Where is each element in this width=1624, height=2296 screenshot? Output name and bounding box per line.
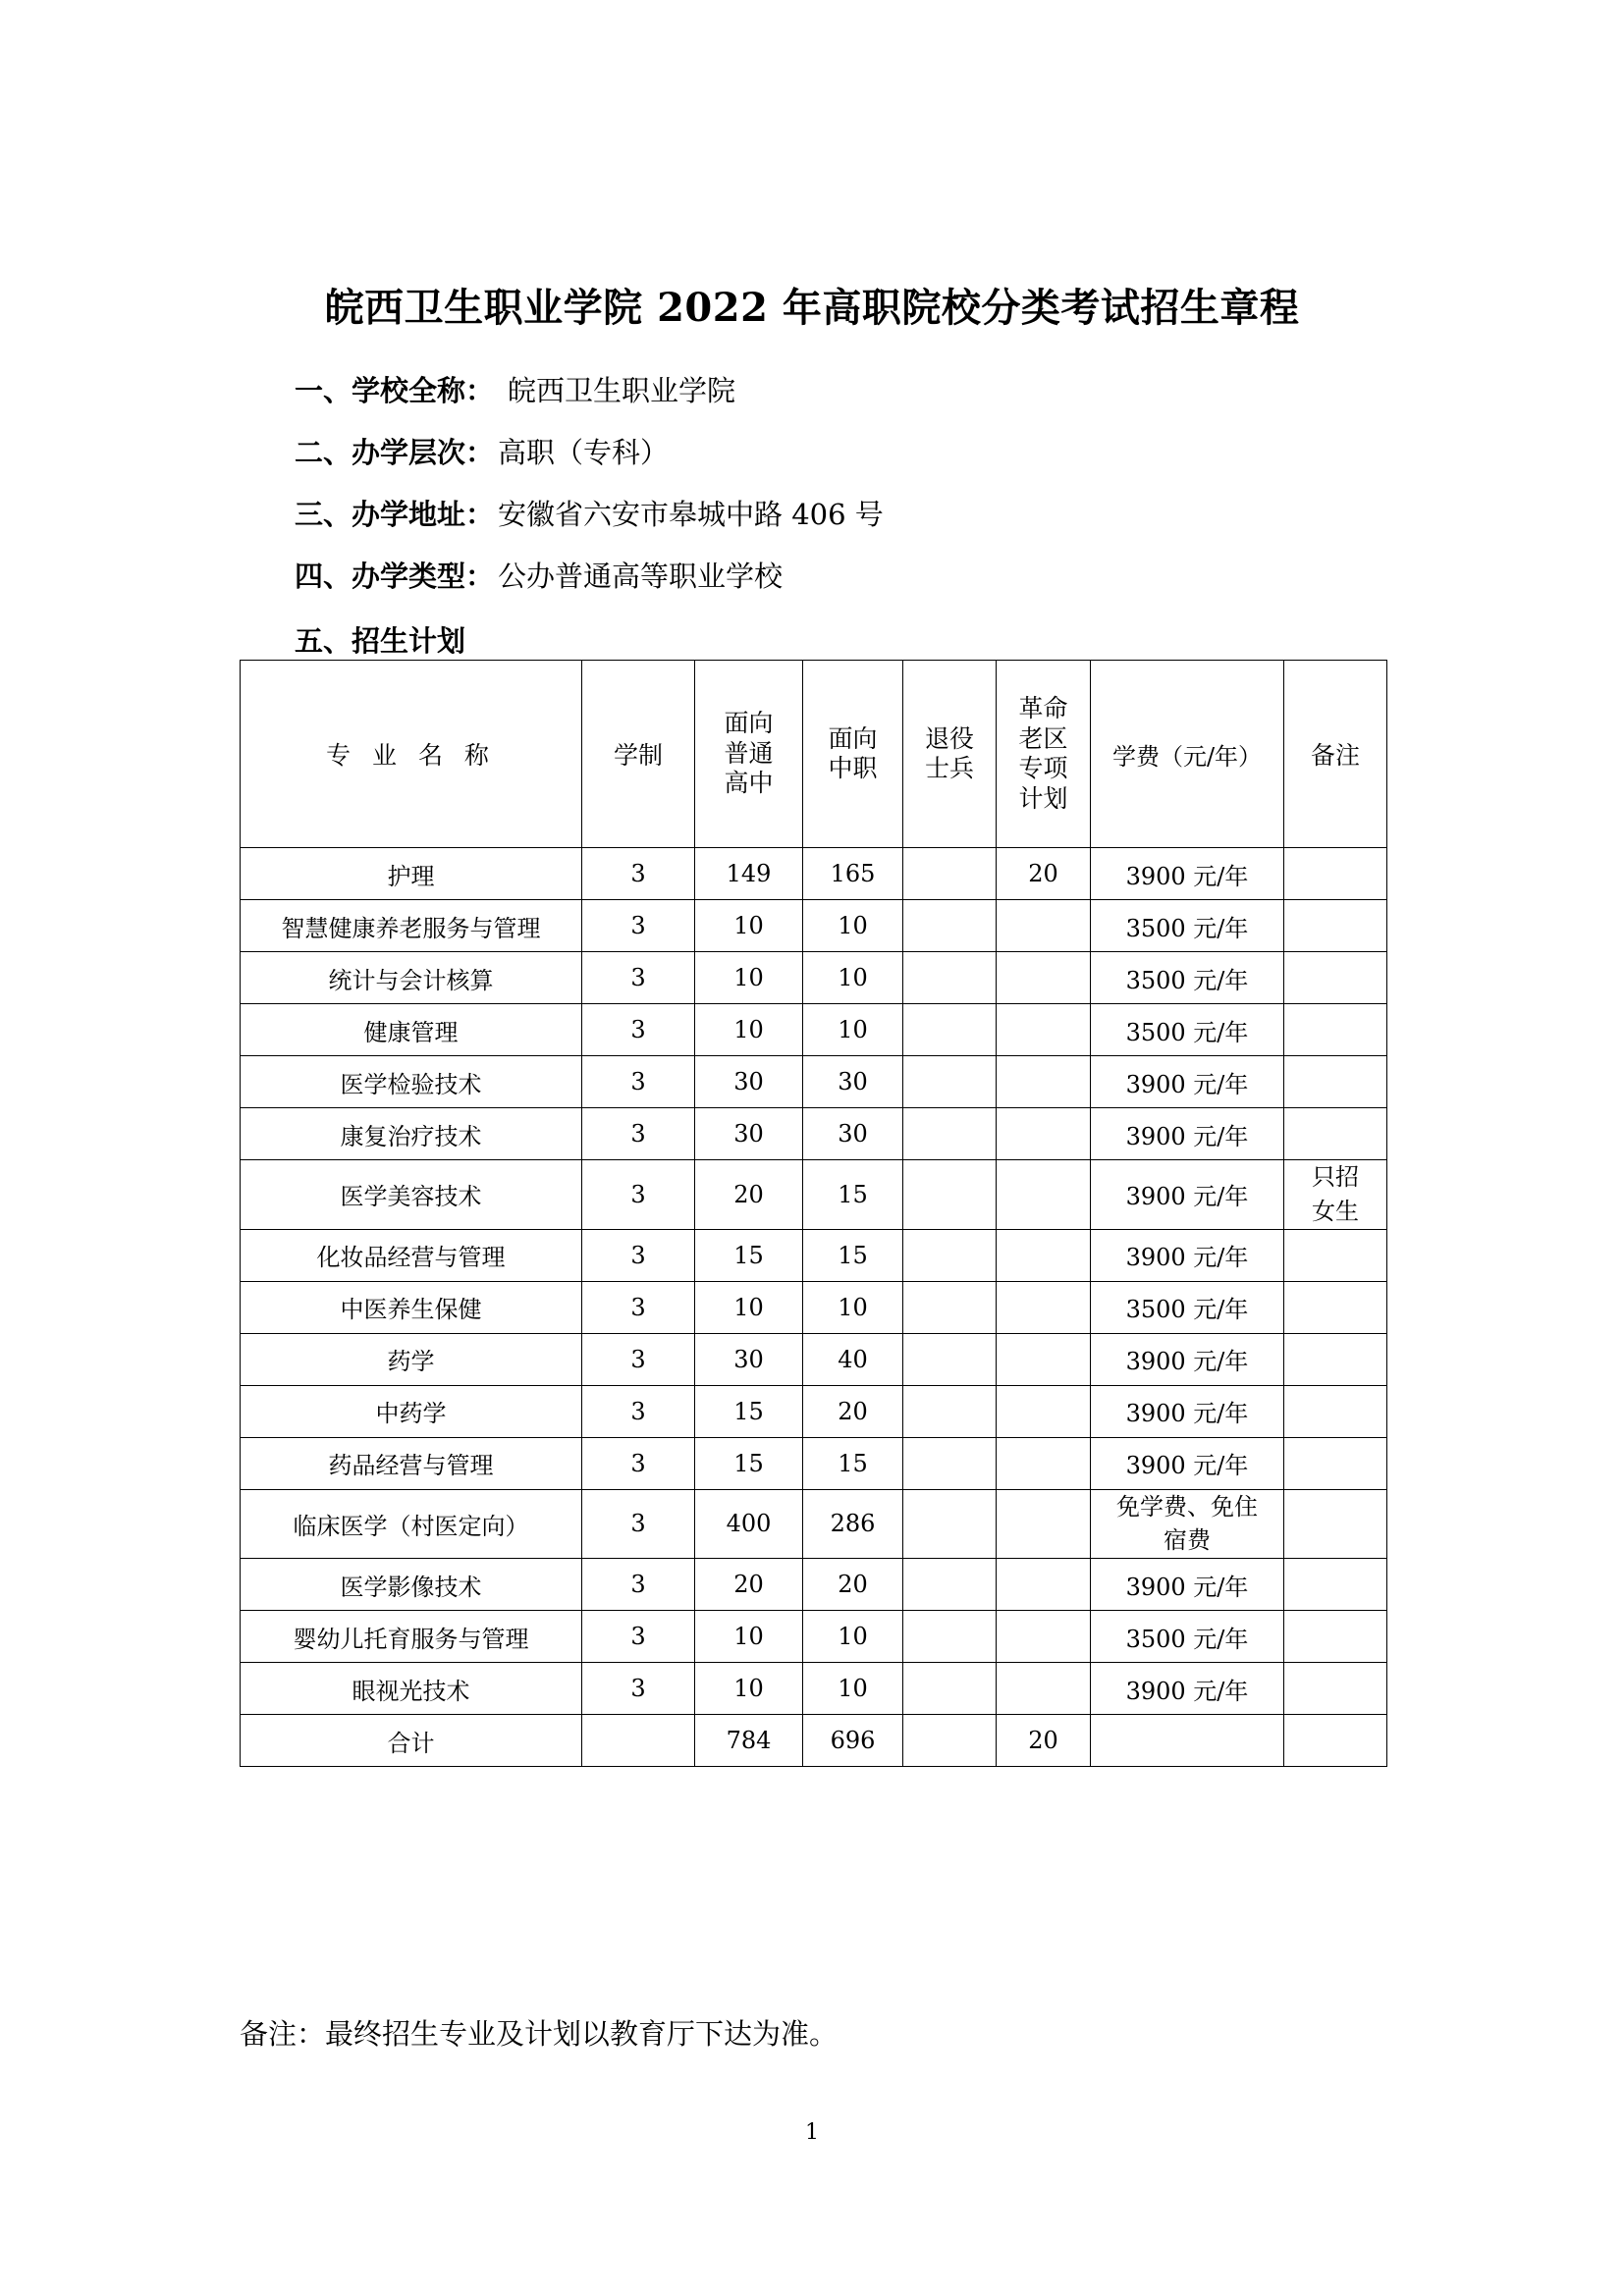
- column-header-major: [241, 661, 582, 848]
- cell-revolutionary: [997, 1056, 1091, 1108]
- cell-revolutionary: [997, 1281, 1091, 1333]
- table-row: [241, 1056, 1387, 1108]
- cell-general-high: 15: [695, 1229, 803, 1281]
- column-header-revolutionary: [997, 661, 1091, 848]
- cell-major: 化妆品经营与管理: [241, 1229, 582, 1281]
- cell-years: 3: [582, 1160, 695, 1230]
- cell-veteran: [903, 1559, 997, 1611]
- cell-general-high: 30: [695, 1056, 803, 1108]
- cell-revolutionary: [997, 900, 1091, 952]
- table-row: [241, 952, 1387, 1004]
- cell-veteran: [903, 1489, 997, 1559]
- cell-years: 3: [582, 1281, 695, 1333]
- column-header-revolutionary-line4: 计划: [1018, 783, 1068, 813]
- cell-years: 3: [582, 1611, 695, 1663]
- cell-revolutionary: [997, 1333, 1091, 1385]
- cell-major: 智慧健康养老服务与管理: [241, 900, 582, 952]
- cell-vocational: 15: [803, 1437, 903, 1489]
- info-value-school-name: 皖西卫生职业学院: [508, 374, 736, 407]
- cell-revolutionary: [997, 1385, 1091, 1437]
- cell-note: [1284, 848, 1387, 900]
- cell-note: [1284, 1160, 1387, 1230]
- cell-fee: 3500 元/年: [1091, 1611, 1284, 1663]
- cell-major: 药学: [241, 1333, 582, 1385]
- cell-revolutionary: [997, 952, 1091, 1004]
- cell-general-high: 784: [695, 1715, 803, 1767]
- cell-fee: 3900 元/年: [1091, 1437, 1284, 1489]
- cell-years: 3: [582, 848, 695, 900]
- column-header-revolutionary-line2: 老区: [1018, 723, 1068, 753]
- cell-years: 3: [582, 952, 695, 1004]
- cell-fee: 3500 元/年: [1091, 900, 1284, 952]
- table-row: [241, 1333, 1387, 1385]
- cell-fee: 3900 元/年: [1091, 1385, 1284, 1437]
- cell-vocational: 20: [803, 1559, 903, 1611]
- cell-note-line2: 女生: [1312, 1197, 1359, 1225]
- cell-fee-line1: 免学费、免住: [1116, 1492, 1258, 1521]
- info-value-address: 安徽省六安市皋城中路 406 号: [498, 498, 884, 531]
- table-row: [241, 1160, 1387, 1230]
- column-header-years: [582, 661, 695, 848]
- info-item-address: [295, 484, 1473, 546]
- page-number: 1: [805, 2120, 819, 2145]
- info-label-school-name: 一、学校全称：: [295, 374, 495, 407]
- cell-veteran: [903, 1611, 997, 1663]
- cell-revolutionary: [997, 1611, 1091, 1663]
- info-item-type: [295, 546, 1473, 608]
- cell-years: 3: [582, 1229, 695, 1281]
- cell-years: 3: [582, 1437, 695, 1489]
- column-header-revolutionary-line3: 专项: [1018, 754, 1068, 782]
- cell-note: [1284, 1004, 1387, 1056]
- cell-note: [1284, 1229, 1387, 1281]
- cell-major: 康复治疗技术: [241, 1108, 582, 1160]
- table-header-row: [241, 661, 1387, 848]
- cell-veteran: [903, 1108, 997, 1160]
- cell-vocational: 40: [803, 1333, 903, 1385]
- school-info-list: [295, 360, 1473, 608]
- cell-general-high: 20: [695, 1559, 803, 1611]
- cell-fee: 3900 元/年: [1091, 1663, 1284, 1715]
- column-header-fee: [1091, 661, 1284, 848]
- cell-veteran: [903, 1333, 997, 1385]
- table-row: [241, 1108, 1387, 1160]
- column-header-vocational: [803, 661, 903, 848]
- cell-fee: [1091, 1489, 1284, 1559]
- info-label-type: 四、办学类型：: [295, 560, 495, 593]
- table-header: [241, 661, 1387, 848]
- cell-general-high: 10: [695, 1281, 803, 1333]
- table-row: [241, 1281, 1387, 1333]
- cell-note: [1284, 1333, 1387, 1385]
- info-label-address: 三、办学地址：: [295, 498, 495, 531]
- cell-vocational: 10: [803, 1281, 903, 1333]
- cell-fee-line2: 宿费: [1164, 1526, 1211, 1555]
- cell-fee: 3900 元/年: [1091, 1160, 1284, 1230]
- cell-vocational: 30: [803, 1056, 903, 1108]
- column-header-general-high-line3: 高中: [724, 769, 774, 798]
- cell-veteran: [903, 1385, 997, 1437]
- cell-revolutionary: [997, 1489, 1091, 1559]
- column-header-fee-label: 学费（元/年）: [1111, 742, 1263, 771]
- page-title: 皖西卫生职业学院 2022 年高职院校分类考试招生章程: [324, 284, 1300, 331]
- table-row-total: [241, 1715, 1387, 1767]
- cell-general-high: 30: [695, 1333, 803, 1385]
- cell-revolutionary: [997, 1229, 1091, 1281]
- column-header-veteran-line1: 退役: [924, 723, 974, 753]
- cell-vocational: 15: [803, 1160, 903, 1230]
- cell-revolutionary: [997, 1160, 1091, 1230]
- cell-general-high: 10: [695, 1611, 803, 1663]
- cell-fee: 3900 元/年: [1091, 1056, 1284, 1108]
- cell-veteran: [903, 848, 997, 900]
- cell-years: 3: [582, 1333, 695, 1385]
- cell-years: 3: [582, 1108, 695, 1160]
- cell-major: 健康管理: [241, 1004, 582, 1056]
- cell-major: 药品经营与管理: [241, 1437, 582, 1489]
- cell-general-high: 10: [695, 1663, 803, 1715]
- cell-years: 3: [582, 1559, 695, 1611]
- cell-years: 3: [582, 1663, 695, 1715]
- table-row: [241, 848, 1387, 900]
- cell-major: 医学影像技术: [241, 1559, 582, 1611]
- cell-major: 临床医学（村医定向）: [241, 1489, 582, 1559]
- cell-veteran: [903, 1229, 997, 1281]
- info-value-level: 高职（专科）: [498, 436, 670, 469]
- cell-veteran: [903, 1281, 997, 1333]
- cell-major: 医学美容技术: [241, 1160, 582, 1230]
- cell-fee: 3900 元/年: [1091, 1559, 1284, 1611]
- cell-note: [1284, 1611, 1387, 1663]
- cell-note: [1284, 1663, 1387, 1715]
- cell-note: [1284, 900, 1387, 952]
- cell-revolutionary: [997, 1108, 1091, 1160]
- cell-general-high: 10: [695, 952, 803, 1004]
- cell-general-high: 30: [695, 1108, 803, 1160]
- cell-vocational: 696: [803, 1715, 903, 1767]
- cell-revolutionary: [997, 1004, 1091, 1056]
- cell-major: 护理: [241, 848, 582, 900]
- cell-fee: 3900 元/年: [1091, 1108, 1284, 1160]
- column-header-years-label: 学制: [613, 741, 663, 770]
- cell-veteran: [903, 1160, 997, 1230]
- table-body: [241, 848, 1387, 1767]
- cell-note: [1284, 1559, 1387, 1611]
- cell-general-high: 400: [695, 1489, 803, 1559]
- info-item-level: [295, 422, 1473, 484]
- cell-note: [1284, 1056, 1387, 1108]
- cell-veteran: [903, 952, 997, 1004]
- cell-fee: 3500 元/年: [1091, 952, 1284, 1004]
- cell-veteran: [903, 1663, 997, 1715]
- table-row: [241, 1559, 1387, 1611]
- cell-vocational: 20: [803, 1385, 903, 1437]
- cell-fee: 3500 元/年: [1091, 1281, 1284, 1333]
- cell-revolutionary: [997, 1663, 1091, 1715]
- section-heading-enrollment-plan: 五、招生计划: [295, 624, 466, 658]
- cell-years: 3: [582, 1056, 695, 1108]
- cell-years: 3: [582, 1004, 695, 1056]
- cell-vocational: 10: [803, 952, 903, 1004]
- cell-vocational: 10: [803, 1004, 903, 1056]
- cell-note: [1284, 1715, 1387, 1767]
- column-header-veteran-line2: 士兵: [924, 754, 974, 782]
- cell-revolutionary: 20: [997, 1715, 1091, 1767]
- cell-general-high: 15: [695, 1385, 803, 1437]
- column-header-general-high: [695, 661, 803, 848]
- cell-years: [582, 1715, 695, 1767]
- cell-vocational: 15: [803, 1229, 903, 1281]
- column-header-general-high-line2: 普通: [724, 738, 774, 768]
- enrollment-plan-table: [240, 660, 1387, 1767]
- enrollment-plan-table-wrapper: [240, 660, 1386, 1767]
- table-row: [241, 1385, 1387, 1437]
- cell-major: 婴幼儿托育服务与管理: [241, 1611, 582, 1663]
- column-header-general-high-line1: 面向: [724, 709, 774, 738]
- cell-fee: 3900 元/年: [1091, 1333, 1284, 1385]
- cell-fee: 3500 元/年: [1091, 1004, 1284, 1056]
- cell-fee: 3900 元/年: [1091, 1229, 1284, 1281]
- column-header-vocational-line1: 面向: [828, 723, 878, 753]
- cell-general-high: 10: [695, 900, 803, 952]
- cell-general-high: 20: [695, 1160, 803, 1230]
- cell-vocational: 10: [803, 1611, 903, 1663]
- cell-fee: 3900 元/年: [1091, 848, 1284, 900]
- cell-note: [1284, 1489, 1387, 1559]
- cell-revolutionary: [997, 1437, 1091, 1489]
- cell-major: 合计: [241, 1715, 582, 1767]
- column-header-veteran: [903, 661, 997, 848]
- column-header-vocational-line2: 中职: [828, 754, 878, 782]
- cell-note: [1284, 1108, 1387, 1160]
- cell-vocational: 286: [803, 1489, 903, 1559]
- cell-years: 3: [582, 1385, 695, 1437]
- cell-major: 眼视光技术: [241, 1663, 582, 1715]
- cell-note: [1284, 1437, 1387, 1489]
- cell-revolutionary: [997, 1559, 1091, 1611]
- cell-vocational: 10: [803, 1663, 903, 1715]
- cell-note: [1284, 1281, 1387, 1333]
- cell-note-line1: 只招: [1312, 1163, 1359, 1191]
- table-row: [241, 1489, 1387, 1559]
- info-item-school-name: [295, 360, 1473, 422]
- column-header-revolutionary-line1: 革命: [1018, 694, 1068, 722]
- column-header-note: [1284, 661, 1387, 848]
- info-value-type: 公办普通高等职业学校: [498, 560, 784, 593]
- cell-note: [1284, 952, 1387, 1004]
- cell-note: [1284, 1385, 1387, 1437]
- cell-vocational: 165: [803, 848, 903, 900]
- column-header-major-label: 专 业 名 称: [326, 741, 496, 770]
- table-row: [241, 1437, 1387, 1489]
- table-row: [241, 1004, 1387, 1056]
- cell-major: 医学检验技术: [241, 1056, 582, 1108]
- table-row: [241, 1663, 1387, 1715]
- cell-vocational: 10: [803, 900, 903, 952]
- cell-major: 中药学: [241, 1385, 582, 1437]
- cell-general-high: 149: [695, 848, 803, 900]
- cell-major: 统计与会计核算: [241, 952, 582, 1004]
- cell-veteran: [903, 900, 997, 952]
- cell-years: 3: [582, 900, 695, 952]
- cell-revolutionary: 20: [997, 848, 1091, 900]
- cell-veteran: [903, 1715, 997, 1767]
- table-row: [241, 900, 1387, 952]
- column-header-note-label: 备注: [1310, 741, 1360, 770]
- cell-major: 中医养生保健: [241, 1281, 582, 1333]
- cell-veteran: [903, 1437, 997, 1489]
- cell-years: 3: [582, 1489, 695, 1559]
- cell-general-high: 15: [695, 1437, 803, 1489]
- info-label-level: 二、办学层次：: [295, 436, 495, 469]
- cell-veteran: [903, 1004, 997, 1056]
- cell-vocational: 30: [803, 1108, 903, 1160]
- cell-general-high: 10: [695, 1004, 803, 1056]
- cell-fee: [1091, 1715, 1284, 1767]
- table-row: [241, 1229, 1387, 1281]
- table-footnote: 备注：最终招生专业及计划以教育厅下达为准。: [240, 2017, 839, 2051]
- table-row: [241, 1611, 1387, 1663]
- cell-veteran: [903, 1056, 997, 1108]
